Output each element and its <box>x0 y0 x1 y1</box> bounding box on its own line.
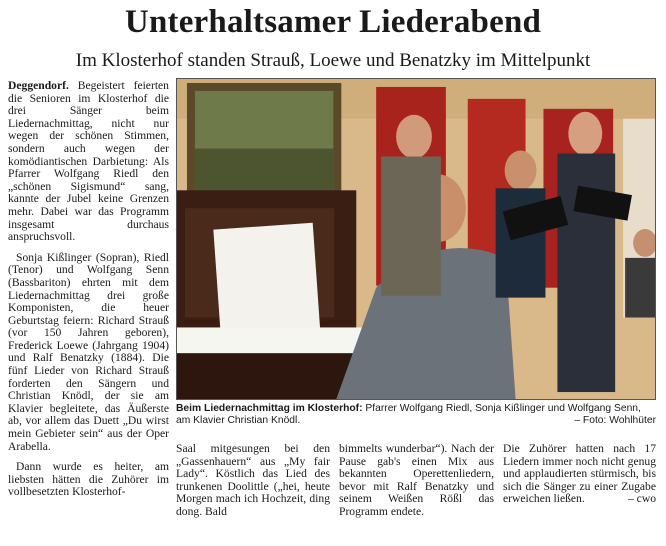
dateline: Deggendorf. <box>8 79 69 92</box>
caption-lead: Beim Liedernachmittag im Klosterhof: <box>176 403 363 414</box>
article-photo <box>176 78 656 400</box>
column-3-text: bimmelts wunderbar“). Nach der Pause gab's einen Mix aus bekannten Operettenliedern, bevor mit Ralf Benatzky und seinem Weißen Rößl das Programm endete. <box>339 442 494 518</box>
column-4 <box>503 443 656 514</box>
subheadline: Im Klosterhof standen Strauß, Loewe und Benatzky im Mittelpunkt <box>75 50 591 71</box>
paragraph-3: Dann wurde es heiter, am liebsten hätten die Zuhörer im vollbesetzten Klosterhof- <box>8 460 169 499</box>
paragraph-1 <box>8 80 169 244</box>
column-4-text <box>503 443 656 506</box>
paragraph-1-text: Begeistert feierten die Senioren im Klosterhof die drei Sänger beim Liedernachmittag, nicht nur wegen der schönen Stimmen, sondern auch wegen der komödiantischen Darbietung: Als Pfarrer Wolfgang Riedl den „schönen Sigismund“ sang, kannte der Jubel keine Grenzen mehr. Dabei war das Programm insgesamt durchaus anspruchsvoll. <box>8 79 169 244</box>
column-2-text: Saal mitgesungen bei den „Gassenhauern“ aus „My fair Lady“. Köstlich das Lied des trunkenen Doolittle („hei, heute Morgen mach ich Hochzeit, ding dong. Bald <box>176 442 330 518</box>
photo-illustration <box>177 79 655 399</box>
photo-caption <box>176 403 656 427</box>
byline: – cwo <box>627 492 656 506</box>
paragraph-2: Sonja Kißlinger (Sopran), Riedl (Tenor) und Wolfgang Senn (Bassbariton) ehrten mit dem Liedernachmittag drei große Komponisten, die heuer Geburtstag feiern: Richard Strauß (vor 150 Jahren geboren), Frederick Loewe (Jahrgang 1904) und Ralf Benatzky (1884). Die fünf Lieder von Richard Strauß forderten den Sängern und Christian Knödl, der sie am Klavier begleitete, das Äußerste ab, vor allem das Duett „Du wirst mein Gebieter sein“ aus der Oper Arabella. <box>8 250 169 453</box>
caption-text: Pfarrer Wolfgang Riedl, Sonja Kißlinger und Wolfgang Senn, am Klavier Christian Knödl. <box>176 403 641 427</box>
column-3 <box>339 443 494 527</box>
photo-credit: – Foto: Wohlhüter <box>574 415 656 427</box>
column-2 <box>176 443 330 527</box>
headline: Unterhaltsamer Liederabend <box>124 4 542 40</box>
column-4-body: Die Zuhörer hatten nach 17 Liedern immer noch nicht genug und applaudierten stürmisch, bis sich die Sänger zu einer Zugabe erweichen ließen. <box>503 442 656 506</box>
column-1 <box>8 80 169 507</box>
